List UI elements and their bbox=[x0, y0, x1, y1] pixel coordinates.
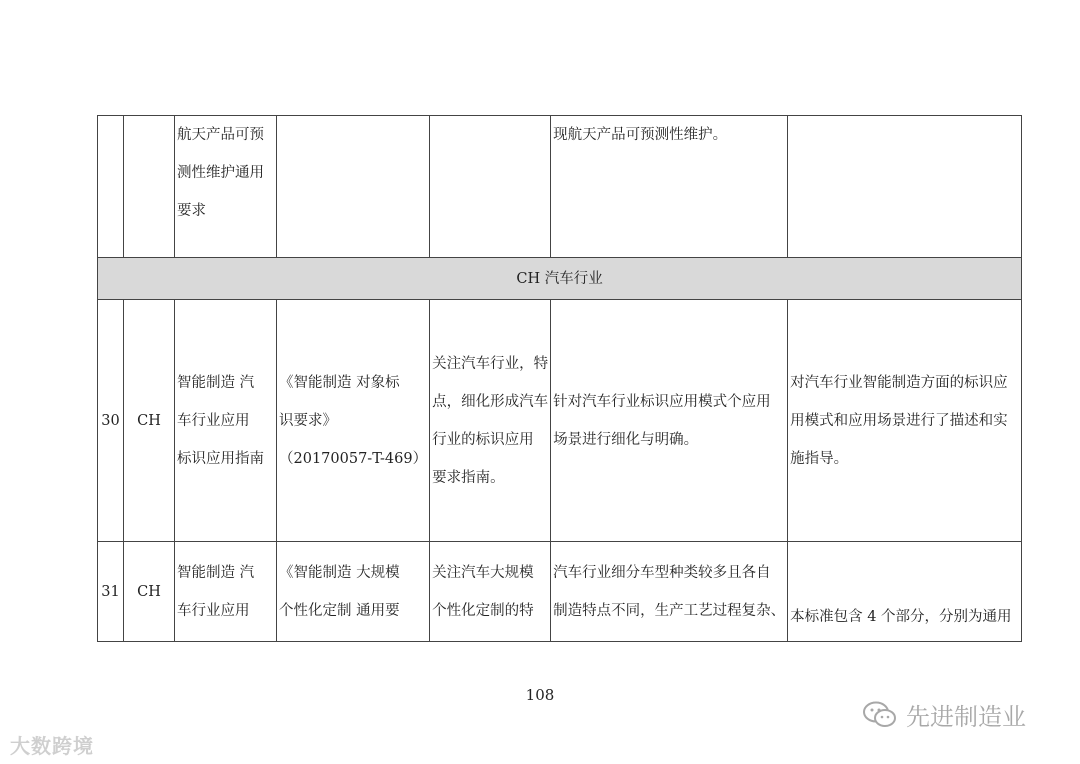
cell-name: 航天产品可预 测性维护通用 要求 bbox=[175, 116, 277, 258]
cell-name: 智能制造 汽 车行业应用 bbox=[175, 542, 277, 642]
cell-note: 关注汽车行业，特 点，细化形成汽车 行业的标识应用 要求指南。 bbox=[430, 300, 551, 542]
cell-scope: 现航天产品可预测性维护。 bbox=[551, 116, 788, 258]
cell-desc bbox=[788, 116, 1022, 258]
cell-note bbox=[430, 116, 551, 258]
standards-table bbox=[97, 115, 1022, 642]
cell-scope: 针对汽车行业标识应用模式个应用 场景进行细化与明确。 bbox=[551, 300, 788, 542]
watermark-left-text: 大数跨境 bbox=[10, 734, 94, 758]
cell-desc: 对汽车行业智能制造方面的标识应 用模式和应用场景进行了描述和实 施指导。 bbox=[788, 300, 1022, 542]
cell-name: 智能制造 汽 车行业应用 标识应用指南 bbox=[175, 300, 277, 542]
cell-scope: 汽车行业细分车型种类较多且各自 制造特点不同，生产工艺过程复杂、 bbox=[551, 542, 788, 642]
cell-ref: 《智能制造 大规模 个性化定制 通用要 bbox=[277, 542, 430, 642]
watermark-left bbox=[10, 730, 94, 759]
wechat-icon bbox=[862, 700, 898, 730]
section-title: CH 汽车行业 bbox=[98, 258, 1022, 300]
page-number: 108 bbox=[525, 686, 555, 704]
section-header-row bbox=[98, 258, 1022, 300]
watermark-right bbox=[862, 697, 1026, 732]
cell-ref bbox=[277, 116, 430, 258]
table-row bbox=[98, 542, 1022, 642]
cell-no bbox=[98, 116, 124, 258]
cell-desc: 本标准包含 4 个部分，分别为通用 bbox=[788, 542, 1022, 642]
table-row bbox=[98, 116, 1022, 258]
cell-no: 31 bbox=[98, 542, 124, 642]
table-row bbox=[98, 300, 1022, 542]
cell-code bbox=[124, 116, 175, 258]
cell-code: CH bbox=[124, 542, 175, 642]
cell-no: 30 bbox=[98, 300, 124, 542]
cell-note: 关注汽车大规模 个性化定制的特 bbox=[430, 542, 551, 642]
watermark-right-text: 先进制造业 bbox=[906, 703, 1026, 731]
cell-ref: 《智能制造 对象标 识要求》 （20170057-T-469） bbox=[277, 300, 430, 542]
cell-code: CH bbox=[124, 300, 175, 542]
